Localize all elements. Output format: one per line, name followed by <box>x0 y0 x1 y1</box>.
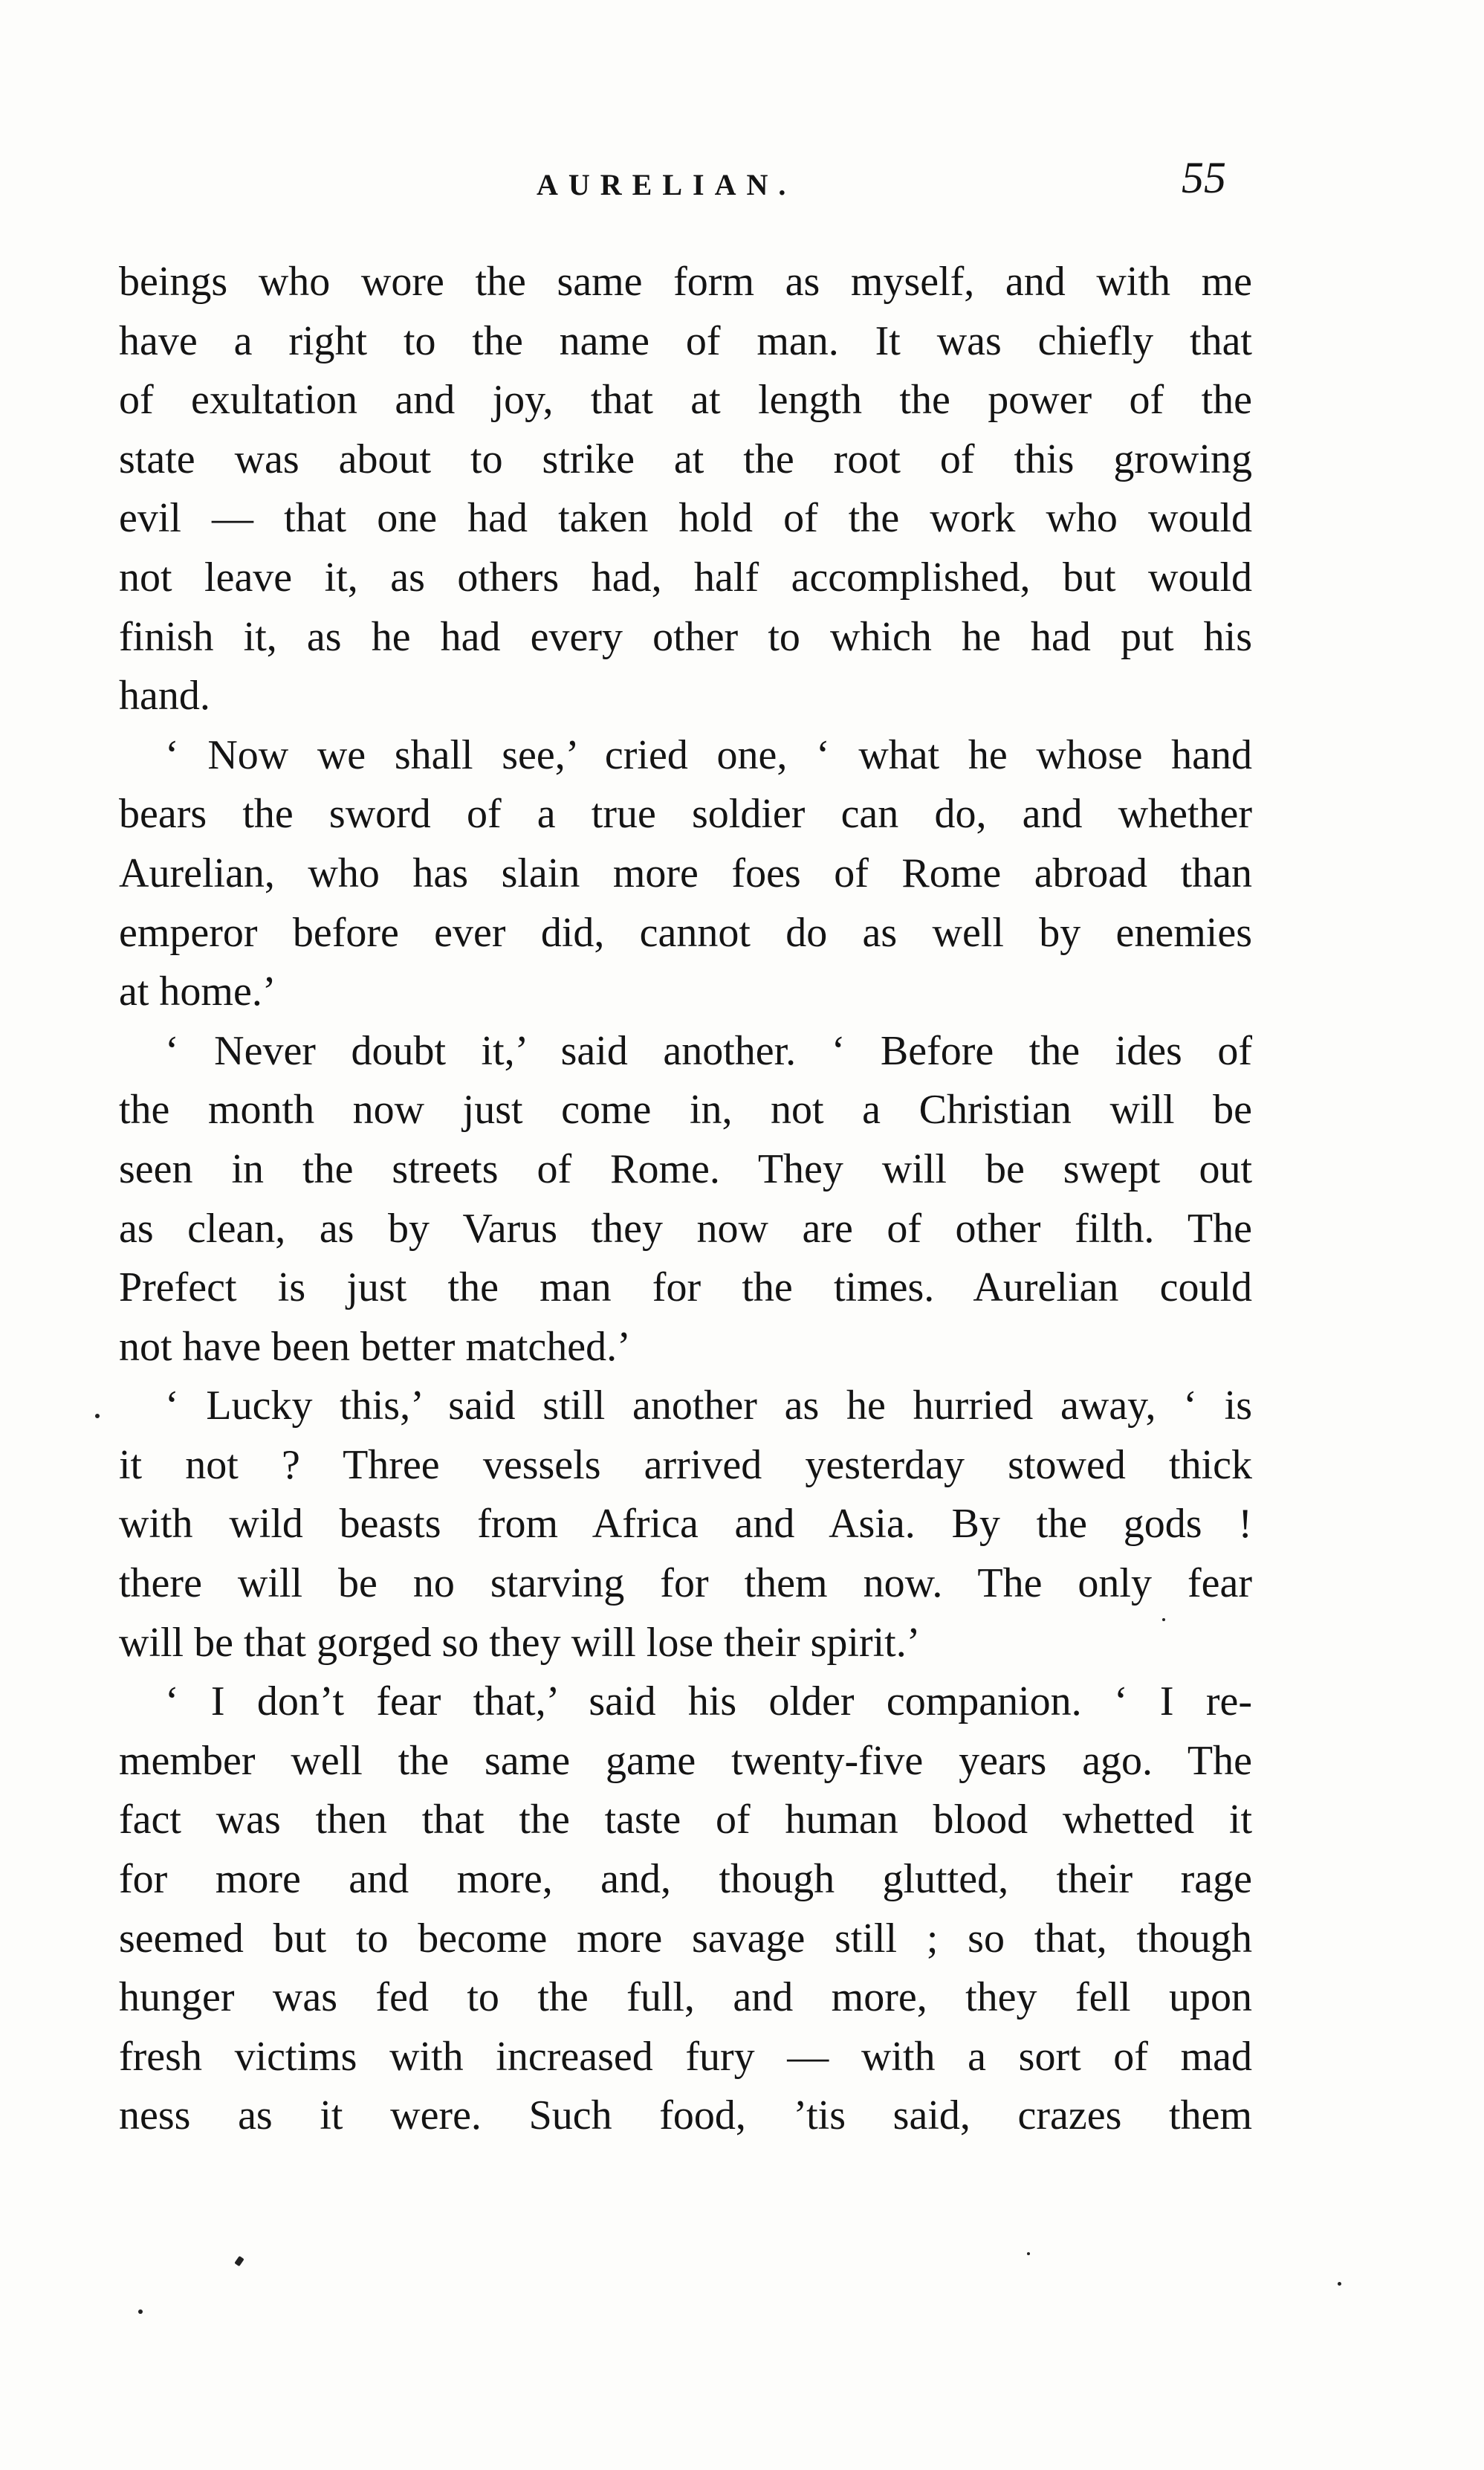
ink-speck <box>1027 2252 1030 2255</box>
text-line: there will be no starving for them now. The only fear <box>119 1560 1252 1607</box>
ink-speck <box>138 2309 143 2314</box>
ink-speck <box>234 2256 244 2266</box>
text-line: hand. <box>119 673 210 720</box>
ink-speck <box>1338 2282 1341 2286</box>
text-line: the month now just come in, not a Christian will be <box>119 1087 1252 1134</box>
text-line: not have been better matched.’ <box>119 1323 631 1370</box>
text-line: ness as it were. Such food, ’tis said, crazes them <box>119 2092 1252 2139</box>
text-line: it not ? Three vessels arrived yesterday stowed thick <box>119 1441 1252 1488</box>
body-text <box>119 253 1252 2146</box>
text-line: state was about to strike at the root of this growing <box>119 436 1252 482</box>
text-line: seemed but to become more savage still ; so that, though <box>119 1915 1252 1962</box>
text-line: evil — that one had taken hold of the work who would <box>119 495 1252 542</box>
text-line: Aurelian, who has slain more foes of Rome abroad than <box>119 850 1252 896</box>
text-line: ‘ Now we shall see,’ cried one, ‘ what he whose hand <box>165 731 1252 778</box>
text-line: at home.’ <box>119 969 276 1015</box>
text-line: Prefect is just the man for the times. Aurelian could <box>119 1264 1252 1311</box>
text-line: ‘ I don’t fear that,’ said his older companion. ‘ I re- <box>165 1678 1252 1725</box>
text-line: fact was then that the taste of human blood whetted it <box>119 1797 1252 1843</box>
ink-speck <box>95 1414 100 1418</box>
text-line: seen in the streets of Rome. They will be swept out <box>119 1145 1252 1192</box>
text-line: beings who wore the same form as myself, and with me <box>119 259 1252 305</box>
text-line: ‘ Lucky this,’ said still another as he hurried away, ‘ is <box>165 1383 1252 1429</box>
text-line: with wild beasts from Africa and Asia. By the gods ! <box>119 1501 1252 1548</box>
text-line: finish it, as he had every other to which he had put his <box>119 613 1252 660</box>
text-line: member well the same game twenty-five years ago. The <box>119 1737 1252 1784</box>
text-line: will be that gorged so they will lose their spirit.’ <box>119 1619 921 1666</box>
text-line: for more and more, and, though glutted, their rage <box>119 1856 1252 1903</box>
text-line: ‘ Never doubt it,’ said another. ‘ Before the ides of <box>165 1027 1252 1074</box>
ink-speck <box>1162 1618 1165 1621</box>
text-line: have a right to the name of man. It was chiefly that <box>119 317 1252 364</box>
text-line: hunger was fed to the full, and more, they fell upon <box>119 1974 1252 2021</box>
text-line: fresh victims with increased fury — with a sort of mad <box>119 2033 1252 2080</box>
text-line: of exultation and joy, that at length the power of the <box>119 377 1252 424</box>
running-head <box>0 152 1484 212</box>
text-line: as clean, as by Varus they now are of other filth. The <box>119 1205 1252 1252</box>
text-line: not leave it, as others had, half accomplished, but would <box>119 554 1252 601</box>
text-line: emperor before ever did, cannot do as well by enemies <box>119 909 1252 956</box>
page-number: 55 <box>1182 153 1226 202</box>
text-line: bears the sword of a true soldier can do, and whether <box>119 791 1252 838</box>
running-title: AURELIAN. <box>537 168 797 201</box>
